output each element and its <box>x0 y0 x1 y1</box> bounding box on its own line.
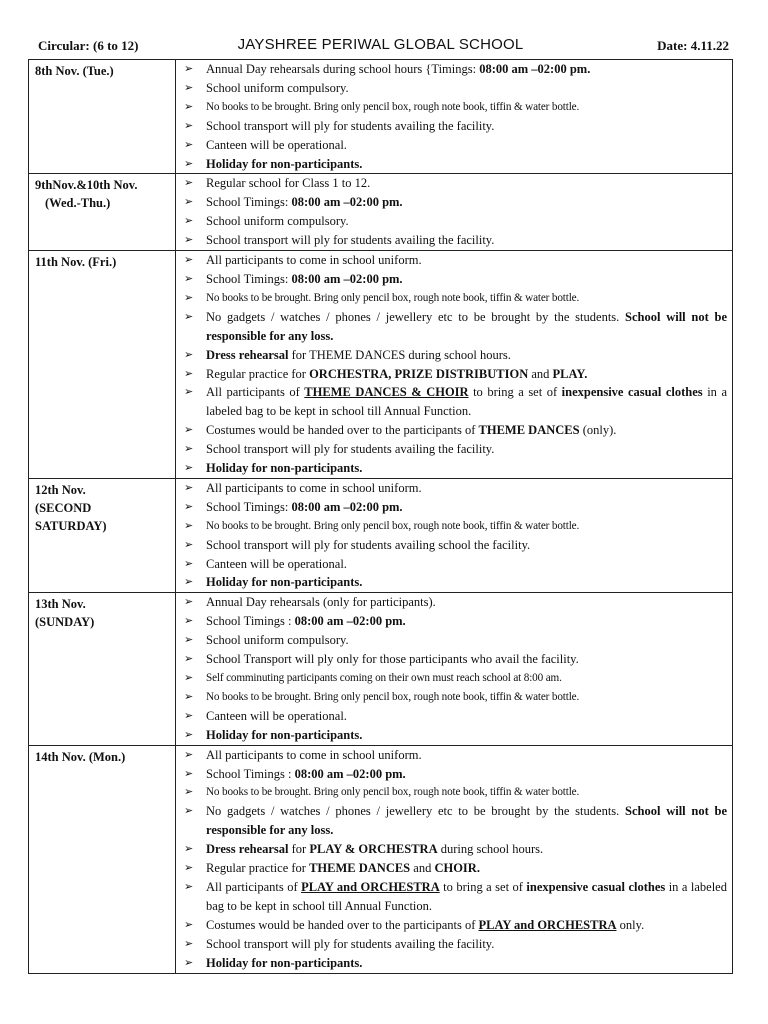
instruction-item <box>180 440 727 459</box>
instruction-item <box>180 707 727 726</box>
instruction-item <box>180 479 727 498</box>
arrow-bullet-icon: ➢ <box>184 500 194 513</box>
day-label: (Wed.-Thu.) <box>45 196 111 211</box>
instruction-text: School transport will ply for students availing the facility. <box>206 936 495 951</box>
arrow-bullet-icon: ➢ <box>184 291 194 304</box>
arrow-bullet-icon: ➢ <box>184 653 194 666</box>
instruction-bold-text: CHOIR. <box>434 861 480 876</box>
instruction-item <box>180 60 727 79</box>
day-label: (SECOND <box>35 500 92 515</box>
instruction-bold-text: inexpensive casual clothes <box>526 879 666 894</box>
instruction-item <box>180 346 727 365</box>
instruction-item <box>180 765 727 784</box>
instruction-item <box>180 498 727 517</box>
day-cell <box>29 174 176 251</box>
instruction-text: in a labeled bag to be kept in school till Annual Function. <box>206 879 727 913</box>
instruction-item <box>180 155 727 174</box>
instruction-text: School transport will ply for students availing the facility. <box>206 233 495 248</box>
instruction-item <box>180 421 727 440</box>
arrow-bullet-icon: ➢ <box>184 63 194 75</box>
instruction-bold-text: 08:00 am –02:00 pm. <box>291 195 403 210</box>
arrow-bullet-icon: ➢ <box>184 596 194 609</box>
instruction-bold-text: 08:00 am –02:00 pm. <box>479 62 591 76</box>
instruction-text: only. <box>616 917 645 932</box>
day-label: 8th Nov. (Tue.) <box>35 64 114 78</box>
arrow-bullet-icon: ➢ <box>184 615 194 628</box>
instruction-text: School Timings: <box>206 271 292 286</box>
arrow-bullet-icon: ➢ <box>184 918 194 931</box>
instruction-text: (only). <box>579 423 617 438</box>
instruction-text: No books to be brought. Bring only pencil box, rough note book, tiffin & water bottle. <box>206 786 580 799</box>
day-cell <box>29 745 176 973</box>
instruction-bold-text: Dress rehearsal <box>206 347 289 362</box>
instruction-text: Canteen will be operational. <box>206 137 347 152</box>
instruction-text: No books to be brought. Bring only pencil box, rough note book, tiffin & water bottle. <box>206 690 580 703</box>
instruction-text: Self comminuting participants coming on their own must reach school at 8:00 am. <box>206 672 562 684</box>
instruction-item <box>180 631 727 650</box>
instruction-bold-text: THEME DANCES <box>309 861 411 876</box>
day-cell <box>29 251 176 479</box>
instruction-item <box>180 802 727 840</box>
arrow-bullet-icon: ➢ <box>184 748 194 761</box>
instruction-text: No books to be brought. Bring only pencil box, rough note book, tiffin & water bottle. <box>206 291 580 304</box>
instruction-bold-text: 08:00 am –02:00 pm. <box>291 271 403 286</box>
arrow-bullet-icon: ➢ <box>184 254 194 267</box>
instruction-item <box>180 117 727 136</box>
instruction-bold-text: Holiday for non-participants. <box>206 461 363 476</box>
instruction-text: School transport will ply for students availing the facility. <box>206 442 495 457</box>
instruction-text: for <box>288 842 310 857</box>
instruction-bold-text: inexpensive casual clothes <box>561 385 703 400</box>
schedule-row <box>29 745 733 973</box>
instruction-bold-text: 08:00 am –02:00 pm. <box>291 499 403 514</box>
instruction-item <box>180 308 727 346</box>
instruction-text: Regular school for Class 1 to 12. <box>206 176 371 191</box>
instruction-item <box>180 289 727 308</box>
instructions-cell <box>176 478 733 592</box>
instruction-item <box>180 79 727 98</box>
instruction-item <box>180 251 727 270</box>
arrow-bullet-icon: ➢ <box>184 805 194 818</box>
instruction-text: All participants of <box>206 879 302 894</box>
instruction-text: to bring a set of <box>439 879 527 894</box>
instruction-text: Annual Day rehearsals (only for participants). <box>206 595 436 610</box>
schedule-row <box>29 593 733 745</box>
arrow-bullet-icon: ➢ <box>184 634 194 647</box>
instruction-text: Costumes would be handed over to the participants of <box>206 917 479 932</box>
instruction-item <box>180 98 727 117</box>
day-label: (SUNDAY) <box>35 615 95 630</box>
instruction-text: School uniform compulsory. <box>206 80 349 95</box>
arrow-bullet-icon: ➢ <box>184 196 194 209</box>
instruction-text: and <box>410 861 435 876</box>
arrow-bullet-icon: ➢ <box>184 519 194 532</box>
arrow-bullet-icon: ➢ <box>184 462 194 475</box>
instruction-text: for THEME DANCES during school hours. <box>288 347 511 362</box>
circular-date: Date: 4.11.22 <box>657 38 729 53</box>
instruction-item <box>180 840 727 859</box>
instruction-item <box>180 174 727 193</box>
arrow-bullet-icon: ➢ <box>184 272 194 285</box>
day-label: 12th Nov. <box>35 482 86 497</box>
arrow-bullet-icon: ➢ <box>184 367 194 380</box>
day-cell <box>29 478 176 592</box>
instruction-text: Canteen will be operational. <box>206 556 347 571</box>
circular-label: Circular: (6 to 12) <box>38 38 139 53</box>
instruction-bold-text: PLAY. <box>552 366 588 381</box>
schedule-row <box>29 60 733 174</box>
arrow-bullet-icon: ➢ <box>184 728 194 741</box>
day-cell <box>29 60 176 174</box>
school-name: JAYSHREE PERIWAL GLOBAL SCHOOL <box>237 36 524 53</box>
arrow-bullet-icon: ➢ <box>184 310 194 323</box>
schedule-table <box>28 59 733 974</box>
day-label: 13th Nov. <box>35 597 86 612</box>
arrow-bullet-icon: ➢ <box>184 862 194 875</box>
instruction-item <box>180 383 727 421</box>
instruction-item <box>180 270 727 289</box>
day-cell <box>29 593 176 745</box>
arrow-bullet-icon: ➢ <box>184 481 194 494</box>
instruction-text: School Timings: <box>206 195 292 210</box>
arrow-bullet-icon: ➢ <box>184 538 194 551</box>
arrow-bullet-icon: ➢ <box>184 443 194 456</box>
instruction-text: in a labeled bag to be kept in school till Annual Function. <box>206 385 727 419</box>
instruction-text: All participants to come in school uniform. <box>206 480 422 495</box>
instruction-item <box>180 688 727 707</box>
arrow-bullet-icon: ➢ <box>184 557 194 570</box>
instruction-text: No books to be brought. Bring only pencil box, rough note book, tiffin & water bottle. <box>206 100 580 113</box>
instruction-text: School transport will ply for students availing the facility. <box>206 118 495 133</box>
instruction-item <box>180 916 727 935</box>
instruction-item <box>180 555 727 574</box>
instruction-bold-text: Holiday for non-participants. <box>206 156 363 171</box>
arrow-bullet-icon: ➢ <box>184 956 194 969</box>
arrow-bullet-icon: ➢ <box>184 880 194 893</box>
arrow-bullet-icon: ➢ <box>184 81 194 94</box>
instruction-text: during school hours. <box>437 842 544 857</box>
instruction-text: No books to be brought. Bring only pencil box, rough note book, tiffin & water bottle. <box>206 519 580 532</box>
instruction-text: School Timings : <box>206 766 295 781</box>
instruction-bold-text: School will not be responsible for any loss. <box>206 309 727 343</box>
arrow-bullet-icon: ➢ <box>184 424 194 437</box>
instruction-item <box>180 593 727 612</box>
instruction-item <box>180 459 727 478</box>
instruction-item <box>180 746 727 765</box>
instruction-item <box>180 212 727 231</box>
instructions-cell <box>176 60 733 174</box>
instruction-item <box>180 878 727 916</box>
instruction-item <box>180 783 727 802</box>
instruction-bold-text: Holiday for non-participants. <box>206 727 363 742</box>
instructions-cell <box>176 251 733 479</box>
arrow-bullet-icon: ➢ <box>184 215 194 228</box>
instructions-cell <box>176 174 733 251</box>
instruction-item <box>180 573 727 592</box>
instruction-bold-text: School will not be responsible for any loss. <box>206 804 727 838</box>
instruction-text: All participants to come in school uniform. <box>206 253 422 268</box>
arrow-bullet-icon: ➢ <box>184 690 194 703</box>
arrow-bullet-icon: ➢ <box>184 767 194 780</box>
arrow-bullet-icon: ➢ <box>184 177 194 190</box>
instruction-text: No gadgets / watches / phones / jewellery etc to be brought by the students. <box>206 309 626 324</box>
instruction-text: to bring a set of <box>468 385 562 400</box>
instruction-text: School Timings : <box>206 614 295 629</box>
instruction-item <box>180 193 727 212</box>
arrow-bullet-icon: ➢ <box>184 672 194 684</box>
instruction-item <box>180 136 727 155</box>
arrow-bullet-icon: ➢ <box>184 576 194 589</box>
arrow-bullet-icon: ➢ <box>184 100 194 113</box>
instruction-text: School uniform compulsory. <box>206 633 349 648</box>
day-label: 11th Nov. (Fri.) <box>35 255 117 270</box>
instruction-text: and <box>528 366 553 381</box>
arrow-bullet-icon: ➢ <box>184 386 194 399</box>
instruction-text: School transport will ply for students availing school the facility. <box>206 537 531 552</box>
instruction-text: School Transport will ply only for those participants who avail the facility. <box>206 652 579 667</box>
instruction-text: School Timings: <box>206 499 292 514</box>
schedule-row <box>29 478 733 592</box>
instruction-bold-text: PLAY & ORCHESTRA <box>309 842 438 857</box>
instruction-bold-text: Dress rehearsal <box>206 842 289 857</box>
instruction-text: No gadgets / watches / phones / jewellery etc to be brought by the students. <box>206 804 626 819</box>
circular-header <box>28 38 733 58</box>
instruction-item <box>180 954 727 973</box>
instruction-item <box>180 365 727 384</box>
instruction-bold-text: ORCHESTRA, PRIZE DISTRIBUTION <box>309 366 529 381</box>
instruction-bold-text: Holiday for non-participants. <box>206 575 363 590</box>
instruction-item <box>180 231 727 250</box>
instruction-item <box>180 726 727 745</box>
instruction-item <box>180 612 727 631</box>
instruction-bold-text: Holiday for non-participants. <box>206 955 363 970</box>
instruction-bold-text: 08:00 am –02:00 pm. <box>294 614 406 629</box>
instruction-item <box>180 517 727 536</box>
instruction-text: Costumes would be handed over to the participants of <box>206 423 479 438</box>
instruction-text: All participants of <box>206 385 305 400</box>
arrow-bullet-icon: ➢ <box>184 348 194 361</box>
day-label: SATURDAY) <box>35 518 107 533</box>
instruction-item <box>180 669 727 688</box>
arrow-bullet-icon: ➢ <box>184 234 194 247</box>
instruction-text: Canteen will be operational. <box>206 708 347 723</box>
day-label: 14th Nov. (Mon.) <box>35 749 126 764</box>
instruction-text: Annual Day rehearsals during school hours {Timings: <box>206 62 480 76</box>
instruction-item <box>180 536 727 555</box>
instruction-bold-text: 08:00 am –02:00 pm. <box>294 766 406 781</box>
instruction-text: School uniform compulsory. <box>206 214 349 229</box>
instruction-text: All participants to come in school uniform. <box>206 747 422 762</box>
arrow-bullet-icon: ➢ <box>184 786 194 799</box>
instruction-bold-text: THEME DANCES <box>478 423 580 438</box>
instruction-item <box>180 935 727 954</box>
arrow-bullet-icon: ➢ <box>184 157 194 170</box>
arrow-bullet-icon: ➢ <box>184 937 194 950</box>
instruction-bold-text: PLAY and ORCHESTRA <box>478 917 617 932</box>
schedule-row <box>29 174 733 251</box>
instruction-bold-text: PLAY and ORCHESTRA <box>301 879 440 894</box>
instructions-cell <box>176 593 733 745</box>
day-label: 9thNov.&10th Nov. <box>35 178 138 193</box>
arrow-bullet-icon: ➢ <box>184 709 194 722</box>
instruction-text: Regular practice for <box>206 861 310 876</box>
arrow-bullet-icon: ➢ <box>184 138 194 151</box>
arrow-bullet-icon: ➢ <box>184 843 194 856</box>
instruction-text: Regular practice for <box>206 366 310 381</box>
instruction-item <box>180 859 727 878</box>
instructions-cell <box>176 745 733 973</box>
instruction-bold-text: THEME DANCES & CHOIR <box>304 385 469 400</box>
instruction-item <box>180 650 727 669</box>
arrow-bullet-icon: ➢ <box>184 119 194 132</box>
schedule-row <box>29 251 733 479</box>
